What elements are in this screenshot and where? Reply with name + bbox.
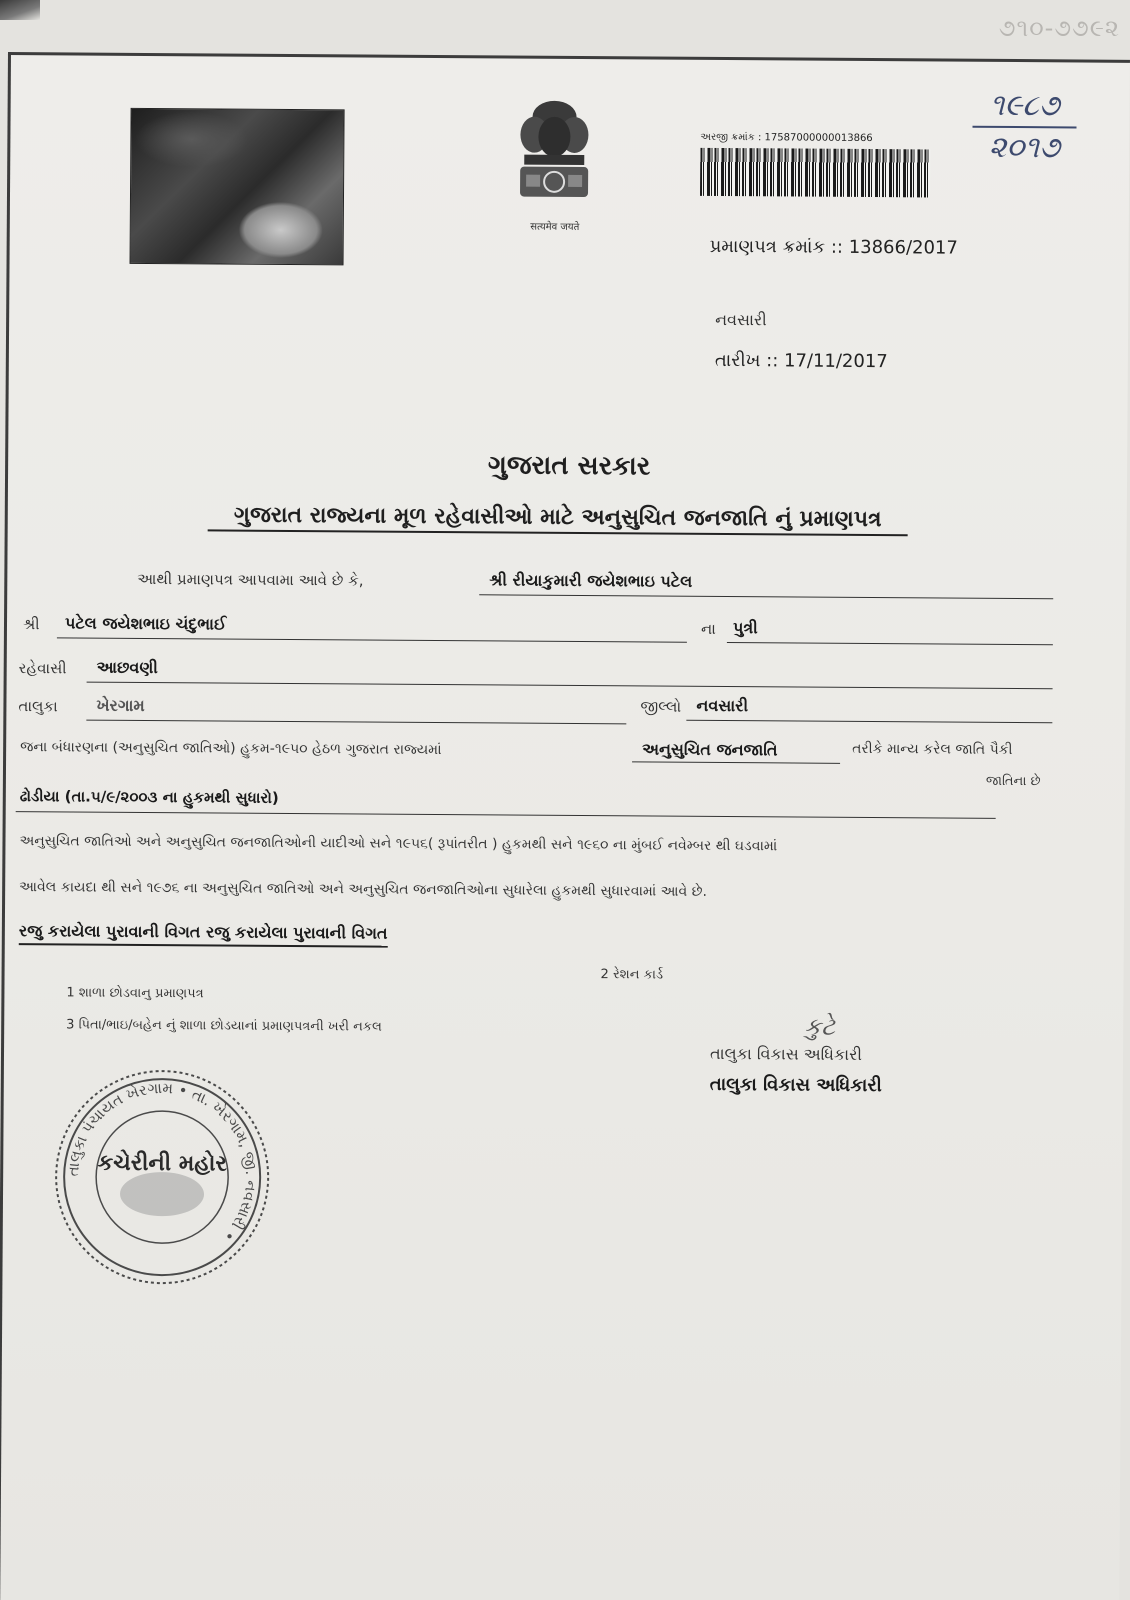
relation-underline <box>727 642 1053 645</box>
seal-ring-text: તાલુકા પંચાયત ખેરગામ • તા. ખેરગામ, જી. નવસારી • <box>63 1078 261 1246</box>
national-emblem-icon <box>506 94 603 215</box>
resident-label: રહેવાસી <box>18 659 67 678</box>
applicant-photo <box>130 108 345 265</box>
para-line-2: આવેલ કાયદા થી સને ૧૯૭૬ ના અનુસુચિત જાતિઓ અને અનુસુચિત જનજાતિઓના સુધારેલા હુકમથી સુધારવામાં આવે છે. <box>19 879 707 900</box>
barcode <box>700 148 930 198</box>
district-value: નવસારી <box>696 695 749 716</box>
resident-value: આછવણી <box>96 657 158 678</box>
background-corner <box>0 0 40 20</box>
taluka-underline <box>86 720 626 725</box>
seal-center-text: કચેરીની મહોર <box>97 1150 227 1177</box>
application-number: અરજી ક્રમાંક : 17587000000013866 <box>700 131 873 145</box>
certificate-title: ગુજરાત રાજ્યના મૂળ રહેવાસીઓ માટે અનુસુચિત જનજાતિ નું પ્રમાણપત્ર <box>208 502 908 536</box>
district-underline <box>686 720 1052 724</box>
office-seal <box>50 1065 274 1289</box>
handwritten-top: ૧૯૮૭ <box>989 87 1060 124</box>
category-value: અનુસુચિત જનજાતિ <box>642 739 778 760</box>
recognized-text: તરીકે માન્ય કરેલ જાતિ પૈકી <box>852 740 1013 759</box>
caste-value: ઢોડીયા (તા.૫/૯/૨૦૦૩ ના હુકમથી સુધારો) <box>19 787 279 807</box>
pencil-reference-number: ૭૧૦-૭૭૯૨ <box>998 14 1120 42</box>
government-heading: ગુજરાત સરકાર <box>487 450 651 482</box>
certificate-number: પ્રમાણપત્ર ક્રમાંક :: 13866/2017 <box>709 235 958 259</box>
fraction-bar <box>972 126 1076 129</box>
holder-name: શ્રી રીયાકુમારી જયેશભાઇ પટેલ <box>489 570 693 591</box>
evidence-item-1: 1 શાળા છોડવાનુ પ્રમાણપત્ર <box>66 985 204 1002</box>
shri-prefix: શ્રી <box>22 615 40 634</box>
order-text: જના બંધારણના (અનુસુચિત જાતિઓ) હુકમ-૧૯૫૦ હેઠળ ગુજરાત રાજ્યમાં <box>20 739 442 759</box>
certificate-sheet <box>0 52 1130 1600</box>
handwritten-bottom: ૨૦૧૭ <box>988 129 1061 166</box>
taluka-label: તાલુકા <box>18 697 58 716</box>
district-label: જીલ્લો <box>640 697 682 716</box>
resident-underline <box>87 682 1053 690</box>
certify-text: આથી પ્રમાણપત્ર આપવામા આવે છે કે, <box>137 569 364 590</box>
evidence-item-2: 2 રેશન કાર્ડ <box>600 967 664 983</box>
issue-date: તારીખ :: 17/11/2017 <box>714 349 888 373</box>
father-name: પટેલ જયેશભાઇ ચંદુભાઈ <box>64 613 227 634</box>
caste-suffix: જાતિના છે <box>985 773 1041 790</box>
designation-typed: તાલુકા વિકાસ અધિકારી <box>709 1043 863 1064</box>
category-underline <box>632 761 840 763</box>
relation-value: પુત્રી <box>732 618 758 638</box>
father-name-underline <box>57 637 687 642</box>
para-line-1: અનુસુચિત જાતિઓ અને અનુસુચિત જનજાતિઓની યાદીઓ સને ૧૯૫૬( રૂપાંતરીત ) હુકમથી સને ૧૯૬૦ ના મુંબઈ નવેમ્બર થી ઘડવામાં <box>19 833 778 855</box>
designation-stamp: તાલુકા વિકાસ અધિકારી <box>709 1073 882 1097</box>
evidence-heading: રજુ કરાયેલા પુરાવાની વિગત રજુ કરાયેલા પુરાવાની વિગત <box>19 921 388 948</box>
of-text: ના <box>700 619 716 638</box>
emblem-motto: सत्यमेव जयते <box>530 221 580 233</box>
holder-name-underline <box>479 594 1053 599</box>
issue-place: નવસારી <box>715 309 767 330</box>
taluka-value: ખેરગામ <box>96 695 145 715</box>
caste-underline <box>16 811 996 819</box>
evidence-item-3: 3 પિતા/ભાઇ/બહેન નું શાળા છોડયાનાં પ્રમાણપત્રની ખરી નકલ <box>66 1017 382 1035</box>
handwritten-number <box>966 88 1083 167</box>
signature-mark: કુટે <box>804 1012 836 1041</box>
